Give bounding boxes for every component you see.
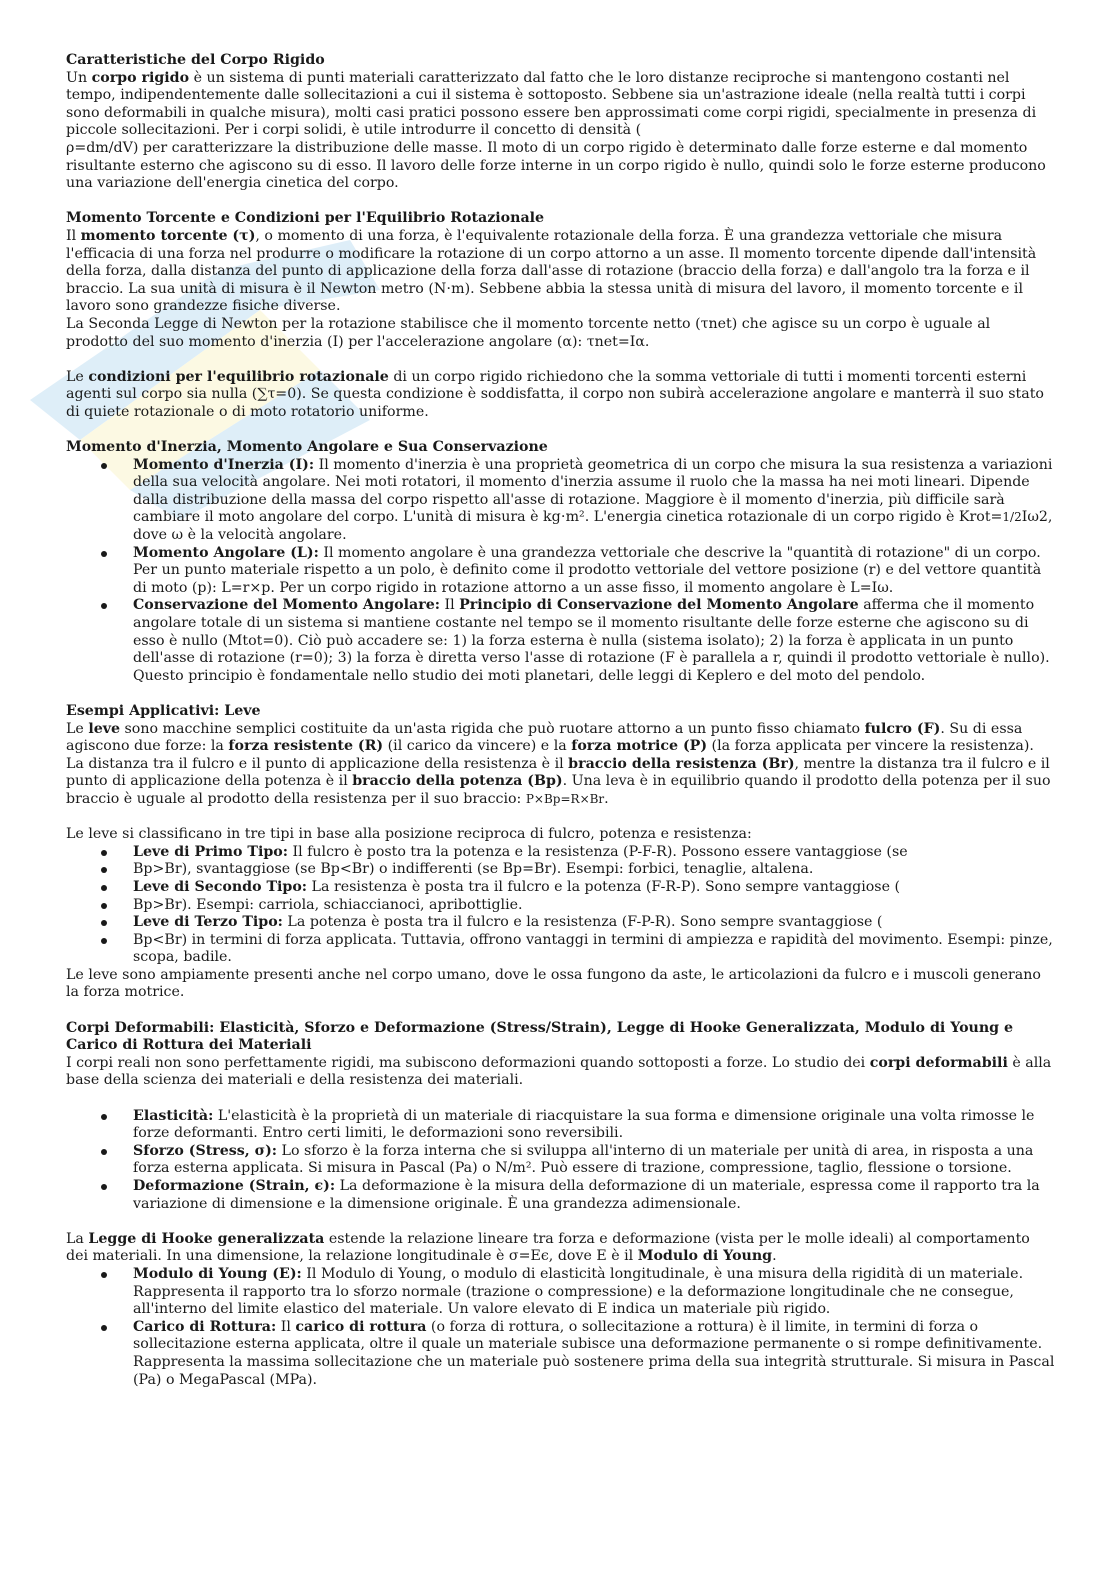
paragraph-seconda-legge: La Seconda Legge di Newton per la rotazione stabilisce che il momento torcente netto (τnet) che agisce su un corpo è uguale al prodotto del suo momento d'inerzia (I) per l'accelerazione angolare (α): τnet=Iα.	[66, 315, 991, 350]
paragraph-leve: Le leve sono macchine semplici costituite da un'asta rigida che può ruotare attorno a un punto fisso chiamato fulcro (F). Su di essa agiscono due forze: la forza resistente (R) (il carico da vincere) e la forza motrice (P) (la forza applicata per vincere la resistenza). La distanza tra il fulcro e il punto di applicazione della resistenza è il braccio della resistenza (Br), mentre la distanza tra il fulcro e il punto di applicazione della potenza è il braccio della potenza (Bp). Una leva è in equilibrio quando il prodotto della potenza per il suo braccio è uguale al prodotto della resistenza per il suo braccio: P×Bp=R×Br.	[66, 720, 1051, 807]
list-leve	[66, 844, 1056, 967]
paragraph-corpo-umano: Le leve sono ampiamente presenti anche nel corpo umano, dove le ossa fungono da aste, le articolazioni da fulcro e i muscoli generano la forza motrice.	[66, 966, 1041, 1001]
list-item: Elasticità: L'elasticità è la proprietà di un materiale di riacquistare la sua forma e dimensione originale una volta rimosse le forze deformanti. Entro certi limiti, le deformazioni sono reversibili.	[133, 1108, 1056, 1143]
paragraph-classificazione: Le leve si classificano in tre tipi in base alla posizione reciproca di fulcro, potenza e resistenza:	[66, 826, 752, 843]
list-item: Modulo di Young (E): Il Modulo di Young, o modulo di elasticità longitudinale, è una misura della rigidità di un materiale. Rappresenta il rapporto tra lo sforzo normale (trazione o compressione) e la deformazione longitudinale che ne consegue, all'interno del limite elastico del materiale. Un valore elevato di E indica un materiale più rigido.	[133, 1266, 1056, 1319]
list-item: Bp>Br). Esempi: carriola, schiaccianoci, apribottiglie.	[133, 897, 1056, 915]
list-item: Leve di Terzo Tipo: La potenza è posta tra il fulcro e la resistenza (F-P-R). Sono sempre svantaggiose (	[133, 914, 1056, 932]
list-item: Bp<Br) in termini di forza applicata. Tuttavia, offrono vantaggi in termini di ampiezza e rapidità del movimento. Esempi: pinze, scopa, badile.	[133, 932, 1056, 967]
heading-leve: Esempi Applicativi: Leve	[66, 702, 261, 719]
list-young	[66, 1266, 1056, 1389]
list-item: Bp>Br), svantaggiose (se Bp<Br) o indifferenti (se Bp=Br). Esempi: forbici, tenaglie, altalena.	[133, 861, 1056, 879]
list-item: Carico di Rottura: Il carico di rottura (o forza di rottura, o sollecitazione a rottura) è il limite, in termini di forza o sollecitazione esterna applicata, oltre il quale un materiale subisce una deformazione permanente o si rompe definitivamente. Rappresenta la massima sollecitazione che un materiale può sostenere prima della sua integrità strutturale. Si misura in Pascal (Pa) o MegaPascal (MPa).	[133, 1318, 1055, 1388]
list-momento	[66, 457, 1056, 686]
paragraph-momento-torcente: Il momento torcente (τ), o momento di una forza, è l'equivalente rotazionale della forza. È una grandezza vettoriale che misura l'efficacia di una forza nel produrre o modificare la rotazione di un corpo attorno a un asse. Il momento torcente dipende dall'intensità della forza, dalla distanza del punto di applicazione della forza dall'asse di rotazione (braccio della forza) e dall'angolo tra la forza e il braccio. La sua unità di misura è il Newton metro (N⋅m). Sebbene abbia la stessa unità di misura del lavoro, il momento torcente e il lavoro sono grandezze fisiche diverse.	[66, 227, 1037, 315]
heading-momento-torcente: Momento Torcente e Condizioni per l'Equilibrio Rotazionale	[66, 210, 545, 227]
list-item: Deformazione (Strain, ϵ): La deformazione è la misura della deformazione di un materiale, espressa come il rapporto tra la variazione di dimensione e la dimensione originale. È una grandezza adimensionale.	[133, 1178, 1056, 1213]
list-item: Momento d'Inerzia (I): Il momento d'inerzia è una proprietà geometrica di un corpo che misura la sua resistenza a variazioni della sua velocità angolare. Nei moti rotatori, il momento d'inerzia assume il ruolo che la massa ha nei moti lineari. Dipende dalla distribuzione della massa del corpo rispetto all'asse di rotazione. Maggiore è il momento d'inerzia, più difficile sarà cambiare il moto angolare del corpo. L'unità di misura è kg⋅m². L'energia cinetica rotazionale di un corpo rigido è Krot=1/2Iω2, dove ω è la velocità angolare.	[133, 457, 1056, 545]
paragraph-corpi-deformabili: I corpi reali non sono perfettamente rigidi, ma subiscono deformazioni quando sottoposti a forze. Lo studio dei corpi deformabili è alla base della scienza dei materiali e della resistenza dei materiali.	[66, 1054, 1052, 1089]
list-item: Momento Angolare (L): Il momento angolare è una grandezza vettoriale che descrive la "quantità di rotazione" di un corpo. Per un punto materiale rispetto a un polo, è definito come il prodotto vettoriale del vettore posizione (r) e del vettore quantità di moto (p): L=r×p. Per un corpo rigido in rotazione attorno a un asse fisso, il momento angolare è L=Iω.	[133, 545, 1056, 598]
list-item: Leve di Secondo Tipo: La resistenza è posta tra il fulcro e la potenza (F-R-P). Sono sempre vantaggiose (	[133, 879, 1056, 897]
heading-corpo-rigido: Caratteristiche del Corpo Rigido	[66, 52, 325, 68]
paragraph-corpo-rigido: Un corpo rigido è un sistema di punti materiali caratterizzato dal fatto che le loro distanze reciproche si mantengono costanti nel tempo, indipendentemente dalle sollecitazioni a cui il sistema è sottoposto. Sebbene sia un'astrazione ideale (nella realtà tutti i corpi sono deformabili in qualche misura), molti casi pratici possono essere ben approssimati come corpi rigidi, specialmente in presenza di piccole sollecitazioni. Per i corpi solidi, è utile introdurre il concetto di densità ( ρ=dm/dV) per caratterizzare la distribuzione delle masse. Il moto di un corpo rigido è determinato dalle forze esterne e dal momento risultante esterno che agiscono su di esso. Il lavoro delle forze interne in un corpo rigido è nullo, quindi solo le forze esterne producono una variazione dell'energia cinetica del corpo.	[66, 69, 1046, 192]
list-item: Conservazione del Momento Angolare: Il Principio di Conservazione del Momento Angolare afferma che il momento angolare totale di un sistema si mantiene costante nel tempo se il momento risultante delle forze esterne che agiscono su di esso è nullo (Mtot=0). Ciò può accadere se: 1) la forza esterna è nulla (sistema isolato); 2) la forza è applicata in un punto dell'asse di rotazione (r=0); 3) la forza è diretta verso l'asse di rotazione (F è parallela a r, quindi il prodotto vettoriale è nullo). Questo principio è fondamentale nello studio dei moti planetari, delle leggi di Keplero e del moto del pendolo.	[133, 597, 1056, 685]
heading-corpi-deformabili: Corpi Deformabili: Elasticità, Sforzo e Deformazione (Stress/Strain), Legge di Hooke Generalizzata, Modulo di Young e Carico di Rottura dei Materiali	[66, 1019, 1014, 1054]
paragraph-hooke: La Legge di Hooke generalizzata estende la relazione lineare tra forza e deformazione (vista per le molle ideali) al comportamento dei materiali. In una dimensione, la relazione longitudinale è σ=Eϵ, dove E è il Modulo di Young.	[66, 1230, 1030, 1265]
list-item: Leve di Primo Tipo: Il fulcro è posto tra la potenza e la resistenza (P-F-R). Possono essere vantaggiose (se	[133, 844, 1056, 862]
paragraph-equilibrio: Le condizioni per l'equilibrio rotazionale di un corpo rigido richiedono che la somma vettoriale di tutti i momenti torcenti esterni agenti sul corpo sia nulla (∑τ=0). Se questa condizione è soddisfatta, il corpo non subirà accelerazione angolare e manterrà il suo stato di quiete rotazionale o di moto rotatorio uniforme.	[66, 368, 1044, 420]
list-item: Sforzo (Stress, σ): Lo sforzo è la forza interna che si sviluppa all'interno di un materiale per unità di area, in risposta a una forza esterna applicata. Si misura in Pascal (Pa) o N/m². Può essere di trazione, compressione, taglio, flessione o torsione.	[133, 1143, 1056, 1178]
heading-momento-inerzia: Momento d'Inerzia, Momento Angolare e Sua Conservazione	[66, 439, 548, 456]
list-deformabili	[66, 1108, 1056, 1214]
document-body	[66, 52, 1056, 1389]
